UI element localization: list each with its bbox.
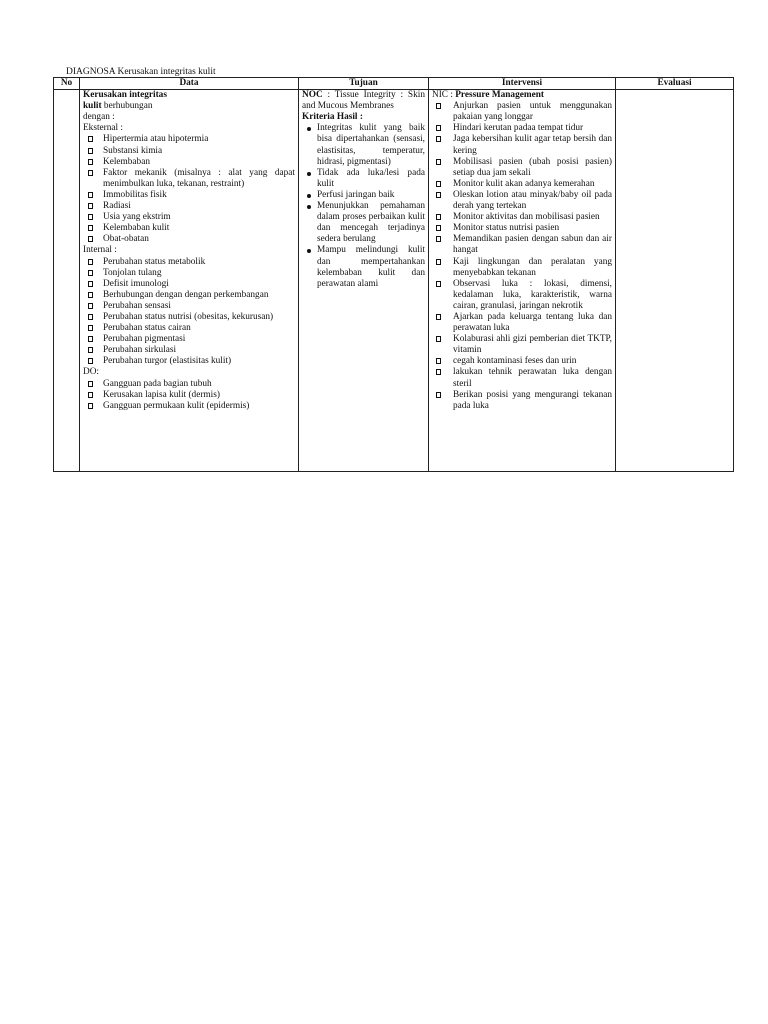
list-item <box>432 356 612 367</box>
checkbox-square-icon <box>88 203 93 209</box>
checkbox-square-icon <box>88 225 93 231</box>
bullet-dot-icon <box>307 194 311 198</box>
checkbox-square-icon <box>436 225 441 231</box>
list-item <box>83 390 295 401</box>
header-no: No <box>54 78 80 90</box>
list-item <box>432 390 612 412</box>
list-item-text: Mampu melindungi kulit dan mempertahankan kelembaban kulit dan perawatan alami <box>317 245 425 289</box>
checkbox-square-icon <box>88 325 93 331</box>
checkbox-square-icon <box>88 358 93 364</box>
checkbox-square-icon <box>436 192 441 198</box>
list-item <box>432 279 612 312</box>
list-item <box>83 268 295 279</box>
checkbox-square-icon <box>436 214 441 220</box>
list-item-text: Monitor aktivitas dan mobilisasi pasien <box>453 212 600 223</box>
nic-statement <box>432 90 612 101</box>
cell-no <box>54 90 80 472</box>
list-item-text: Oleskan lotion atau minyak/baby oil pada derah yang tertekan <box>453 189 612 212</box>
list-item <box>432 312 612 334</box>
bullet-dot-icon <box>307 249 311 253</box>
list-item <box>302 168 425 190</box>
list-item-text: Kelembaban kulit <box>103 223 170 234</box>
list-item <box>83 157 295 168</box>
kriteria-list <box>302 123 425 289</box>
list-item <box>432 101 612 123</box>
list-item-text: Immobilitas fisik <box>103 189 167 200</box>
nic-prefix: NIC : <box>432 90 456 101</box>
checkbox-square-icon <box>436 236 441 242</box>
header-evaluasi: Evaluasi <box>616 78 734 90</box>
list-item-text: Menunjukkan pemahaman dalam proses perbaikan kulit dan mencegah terjadinya sedera berulang <box>317 201 425 245</box>
list-item-text: Substansi kimia <box>103 145 163 156</box>
bullet-dot-icon <box>307 127 311 131</box>
diagnosis-bold-2: kulit <box>83 101 102 112</box>
checkbox-square-icon <box>436 336 441 342</box>
list-item <box>432 367 612 389</box>
list-item-text: Monitor kulit akan adanya kemerahan <box>453 178 595 189</box>
list-item <box>432 157 612 179</box>
internal-list <box>83 257 295 368</box>
list-item <box>302 201 425 245</box>
table-row <box>54 90 734 472</box>
list-item-text: Kerusakan lapisa kulit (dermis) <box>103 389 220 400</box>
cell-evaluasi <box>616 90 734 472</box>
list-item-text: lakukan tehnik perawatan luka dengan steril <box>453 367 612 389</box>
checkbox-square-icon <box>88 270 93 276</box>
list-item-text: Jaga kebersihan kulit agar tetap bersih dan kering <box>453 134 612 156</box>
header-data: Data <box>80 78 299 90</box>
checkbox-square-icon <box>88 214 93 220</box>
eksternal-label: Eksternal : <box>83 123 124 134</box>
list-item <box>83 345 295 356</box>
list-item-text: Tonjolan tulang <box>103 267 162 278</box>
noc-text: : Tissue Integrity : Skin and Mucous Membranes <box>302 90 425 112</box>
list-item <box>432 212 612 223</box>
list-item-text: Mobilisasi pasien (ubah posisi pasien) setiap dua jam sekali <box>453 156 612 178</box>
cell-tujuan <box>299 90 429 472</box>
checkbox-square-icon <box>88 136 93 142</box>
eksternal-list <box>83 134 295 245</box>
header-tujuan: Tujuan <box>299 78 429 90</box>
list-item <box>302 123 425 167</box>
checkbox-square-icon <box>436 392 441 398</box>
list-item-text: Hindari kerutan padaa tempat tidur <box>453 123 584 134</box>
checkbox-square-icon <box>88 336 93 342</box>
checkbox-square-icon <box>88 403 93 409</box>
checkbox-square-icon <box>88 303 93 309</box>
checkbox-square-icon <box>88 314 93 320</box>
checkbox-square-icon <box>436 358 441 364</box>
bullet-dot-icon <box>307 205 311 209</box>
checkbox-square-icon <box>88 381 93 387</box>
document-title: DIAGNOSA Kerusakan integritas kulit <box>66 67 216 77</box>
noc-label: NOC <box>302 90 323 101</box>
list-item <box>432 334 612 356</box>
list-item <box>83 190 295 201</box>
list-item-text: Usia yang ekstrim <box>103 212 171 223</box>
list-item <box>432 134 612 156</box>
list-item-text: Perubahan turgor (elastisitas kulit) <box>103 356 232 367</box>
checkbox-square-icon <box>436 314 441 320</box>
list-item-text: Kolaburasi ahli gizi pemberian diet TKTP, vitamin <box>453 334 612 356</box>
checkbox-square-icon <box>88 170 93 176</box>
checkbox-square-icon <box>436 136 441 142</box>
intervensi-list <box>432 101 612 412</box>
list-item-text: Perubahan pigmentasi <box>103 334 186 345</box>
internal-label: Internal : <box>83 245 117 256</box>
list-item-text: Gangguan pada bagian tubuh <box>103 378 212 389</box>
list-item-text: Perfusi jaringan baik <box>317 189 395 200</box>
list-item-text: Observasi luka : lokasi, dimensi, kedalaman luka, karakteristik, warna cairan, granulasi, jaringan nekrotik <box>453 278 612 311</box>
list-item <box>432 234 612 256</box>
table-header-row <box>54 78 734 90</box>
list-item-text: Obat-obatan <box>103 234 149 245</box>
list-item-text: Hipertermia atau hipotermia <box>103 134 209 145</box>
list-item-text: Defisit imunologi <box>103 278 169 289</box>
care-plan-table <box>53 77 734 472</box>
bullet-dot-icon <box>307 172 311 176</box>
kriteria-label: Kriteria Hasil : <box>302 112 363 123</box>
list-item <box>432 190 612 212</box>
list-item <box>83 234 295 245</box>
do-list <box>83 379 295 412</box>
list-item <box>83 223 295 234</box>
list-item <box>83 279 295 290</box>
do-label: DO: <box>83 367 100 378</box>
list-item <box>432 223 612 234</box>
list-item <box>83 334 295 345</box>
list-item-text: Integritas kulit yang baik bisa dipertahankan (sensasi, elastisitas, temperatur, hidrasi, pigmentasi) <box>317 123 425 167</box>
diagnosis-statement <box>83 90 295 123</box>
list-item <box>83 212 295 223</box>
list-item-text: Perubahan status cairan <box>103 323 191 334</box>
list-item-text: Berikan posisi yang mengurangi tekanan pada luka <box>453 389 612 411</box>
checkbox-square-icon <box>88 292 93 298</box>
diagnosis-line3: dengan : <box>83 112 115 123</box>
list-item <box>83 301 295 312</box>
checkbox-square-icon <box>88 159 93 165</box>
checkbox-square-icon <box>436 181 441 187</box>
noc-statement <box>302 90 425 112</box>
diagnosis-rest: berhubungan <box>101 101 153 112</box>
checkbox-square-icon <box>88 192 93 198</box>
list-item-text: Perubahan status metabolik <box>103 256 206 267</box>
list-item <box>83 323 295 334</box>
list-item <box>432 179 612 190</box>
checkbox-square-icon <box>436 259 441 265</box>
cell-data <box>80 90 299 472</box>
list-item <box>83 257 295 268</box>
list-item-text: Ajarkan pada keluarga tentang luka dan perawatan luka <box>453 311 612 334</box>
list-item <box>83 356 295 367</box>
checkbox-square-icon <box>88 236 93 242</box>
list-item-text: cegah kontaminasi feses dan urin <box>453 356 577 367</box>
list-item <box>83 401 295 412</box>
checkbox-square-icon <box>88 347 93 353</box>
diagnosis-bold: Kerusakan integritas <box>83 90 167 101</box>
list-item <box>83 290 295 301</box>
list-item <box>432 257 612 279</box>
list-item-text: Faktor mekanik (misalnya : alat yang dapat menimbulkan luka, tekanan, restraint) <box>103 167 295 189</box>
list-item-text: Memandikan pasien dengan sabun dan air hangat <box>453 234 612 256</box>
list-item-text: Perubahan status nutrisi (obesitas, kekurusan) <box>103 311 274 322</box>
nic-title: Pressure Management <box>455 90 544 101</box>
list-item-text: Tidak ada luka/lesi pada kulit <box>317 167 425 189</box>
list-item-text: Anjurkan pasien untuk menggunakan pakaian yang longgar <box>453 101 612 123</box>
checkbox-square-icon <box>88 259 93 265</box>
list-item-text: Kaji lingkungan dan peralatan yang menyebabkan tekanan <box>453 256 612 278</box>
list-item-text: Perubahan sensasi <box>103 300 171 311</box>
checkbox-square-icon <box>88 392 93 398</box>
checkbox-square-icon <box>436 369 441 375</box>
checkbox-square-icon <box>436 159 441 165</box>
list-item <box>302 190 425 201</box>
header-intervensi: Intervensi <box>429 78 616 90</box>
list-item <box>83 312 295 323</box>
list-item-text: Radiasi <box>103 201 131 212</box>
list-item <box>83 168 295 190</box>
cell-intervensi <box>429 90 616 472</box>
checkbox-square-icon <box>88 148 93 154</box>
list-item-text: Kelembaban <box>103 156 150 167</box>
list-item-text: Perubahan sirkulasi <box>103 345 177 356</box>
list-item <box>83 379 295 390</box>
checkbox-square-icon <box>436 125 441 131</box>
list-item <box>83 201 295 212</box>
list-item-text: Gangguan permukaan kulit (epidermis) <box>103 400 250 411</box>
list-item-text: Berhubungan dengan dengan perkembangan <box>103 289 269 300</box>
list-item <box>83 134 295 145</box>
list-item <box>302 245 425 289</box>
list-item <box>83 146 295 157</box>
checkbox-square-icon <box>436 281 441 287</box>
checkbox-square-icon <box>88 281 93 287</box>
list-item <box>432 123 612 134</box>
list-item-text: Monitor status nutrisi pasien <box>453 223 560 234</box>
checkbox-square-icon <box>436 103 441 109</box>
